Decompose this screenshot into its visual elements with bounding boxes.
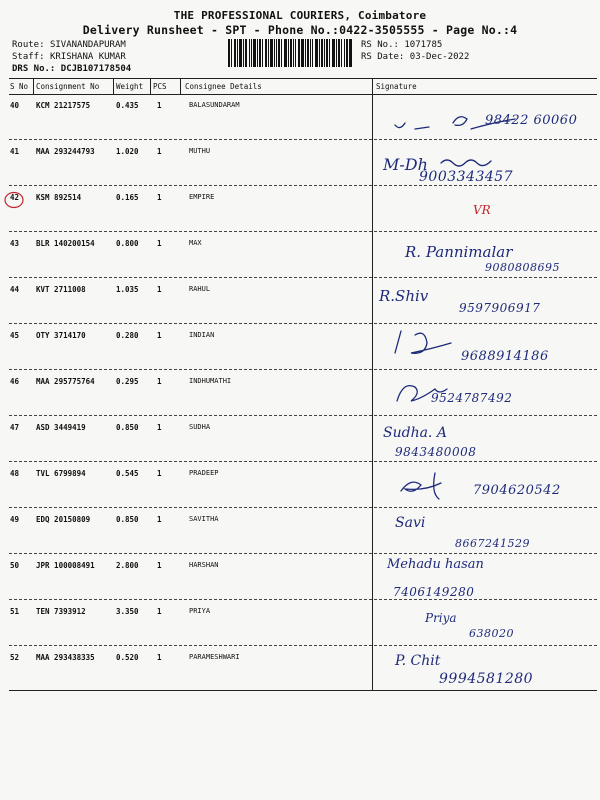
table-row xyxy=(0,325,600,371)
row-consignment: MAA 293244793 xyxy=(36,147,95,156)
row-consignment: KVT 2711008 xyxy=(36,285,86,294)
row-weight: 0.520 xyxy=(116,653,139,662)
row-consignment: JPR 100008491 xyxy=(36,561,95,570)
row-consignment: TEN 7393912 xyxy=(36,607,86,616)
table-row xyxy=(0,141,600,187)
row-consignment: EDQ 20150809 xyxy=(36,515,91,524)
signature-cell xyxy=(375,417,595,463)
row-sno: 51 xyxy=(10,607,20,616)
signature-phone: 9688914186 xyxy=(461,349,549,364)
row-weight: 0.165 xyxy=(116,193,139,202)
rs-date-line xyxy=(361,52,469,62)
signature-cell xyxy=(375,141,595,187)
signature-cell xyxy=(375,371,595,417)
signature-cell xyxy=(375,463,595,509)
staff-label: Staff: xyxy=(12,52,45,62)
signature-phone: 9003343457 xyxy=(419,169,514,185)
row-weight: 0.850 xyxy=(116,423,139,432)
signature-cell xyxy=(375,95,595,141)
signature-name: Savi xyxy=(395,515,426,531)
signature-name: R.Shiv xyxy=(379,287,429,305)
signature-name: Priya xyxy=(425,611,457,625)
row-pcs: 1 xyxy=(157,331,162,340)
row-sno: 42 xyxy=(10,193,20,202)
row-separator xyxy=(9,599,597,600)
row-consignee: PARAMESHWARI xyxy=(189,653,240,661)
route-label: Route: xyxy=(12,40,45,50)
rs-no-label: RS No.: xyxy=(361,40,399,50)
signature-cell xyxy=(375,279,595,325)
table-row xyxy=(0,417,600,463)
row-pcs: 1 xyxy=(157,101,162,110)
row-separator xyxy=(9,231,597,232)
signature-phone: 8667241529 xyxy=(455,537,530,550)
col-divider xyxy=(150,78,151,95)
signature-phone: 9994581280 xyxy=(439,671,534,687)
row-weight: 0.800 xyxy=(116,239,139,248)
route-value: SIVANANDAPURAM xyxy=(49,40,126,50)
signature-phone: 7406149280 xyxy=(393,585,475,599)
row-weight: 1.035 xyxy=(116,285,139,294)
row-sno: 43 xyxy=(10,239,20,248)
row-consignee: MUTHU xyxy=(189,147,211,155)
signature-name: VR xyxy=(473,203,491,217)
row-consignee: BALASUNDARAM xyxy=(189,101,240,109)
signature-cell xyxy=(375,233,595,279)
rs-no-line xyxy=(361,40,442,50)
row-weight: 2.800 xyxy=(116,561,139,570)
row-separator xyxy=(9,415,597,416)
row-sno: 50 xyxy=(10,561,20,570)
row-sno: 44 xyxy=(10,285,20,294)
row-pcs: 1 xyxy=(157,147,162,156)
row-separator xyxy=(9,369,597,370)
signature-cell xyxy=(375,325,595,371)
rs-date-label: RS Date: xyxy=(361,52,405,62)
signature-phone: 9843480008 xyxy=(395,445,477,459)
signature-phone: 7904620542 xyxy=(473,483,561,498)
signature-phone: 9080808695 xyxy=(485,261,560,274)
col-header-weight: Weight xyxy=(116,82,144,91)
signature-cell xyxy=(375,601,595,647)
table-row xyxy=(0,463,600,509)
row-consignee: INDHUMATHI xyxy=(189,377,232,385)
row-consignment: KCM 21217575 xyxy=(36,101,91,110)
row-sno: 40 xyxy=(10,101,20,110)
row-pcs: 1 xyxy=(157,515,162,524)
row-separator xyxy=(9,323,597,324)
row-consignee: HARSHAN xyxy=(189,561,219,569)
table-row xyxy=(0,95,600,141)
col-header-details: Consignee Details xyxy=(185,82,262,91)
row-consignee: EMPIRE xyxy=(189,193,215,201)
row-pcs: 1 xyxy=(157,377,162,386)
row-separator xyxy=(9,553,597,554)
row-consignee: RAHUL xyxy=(189,285,211,293)
row-pcs: 1 xyxy=(157,239,162,248)
row-sno: 45 xyxy=(10,331,20,340)
row-weight: 0.435 xyxy=(116,101,139,110)
col-divider xyxy=(113,78,114,95)
signature-phone: 9597906917 xyxy=(459,301,541,315)
signature-cell xyxy=(375,187,595,233)
row-weight: 0.545 xyxy=(116,469,139,478)
signature-name: Mehadu hasan xyxy=(387,557,484,572)
signature-cell xyxy=(375,647,595,693)
row-pcs: 1 xyxy=(157,469,162,478)
signature-phone: 638020 xyxy=(469,627,514,640)
row-pcs: 1 xyxy=(157,423,162,432)
row-weight: 0.280 xyxy=(116,331,139,340)
runsheet-subtitle: Delivery Runsheet - SPT - Phone No.:0422-3505555 - Page No.:4 xyxy=(82,23,518,37)
table-top-border xyxy=(9,78,597,79)
table-row xyxy=(0,647,600,693)
row-pcs: 1 xyxy=(157,285,162,294)
signature-name: R. Pannimalar xyxy=(405,243,513,261)
barcode-image xyxy=(228,39,352,67)
row-weight: 0.850 xyxy=(116,515,139,524)
table-row xyxy=(0,233,600,279)
signature-cell xyxy=(375,555,595,601)
signature-name: M-Dh xyxy=(383,155,428,174)
row-consignment: KSM 892514 xyxy=(36,193,82,202)
table-row xyxy=(0,601,600,647)
rs-date-value: 03-Dec-2022 xyxy=(409,52,470,62)
row-sno: 52 xyxy=(10,653,20,662)
signature-cell xyxy=(375,509,595,555)
staff-line xyxy=(12,52,126,62)
drs-value: DCJB107178504 xyxy=(60,64,132,74)
row-sno: 49 xyxy=(10,515,20,524)
signature-name: P. Chit xyxy=(395,653,441,669)
row-pcs: 1 xyxy=(157,607,162,616)
row-sno: 47 xyxy=(10,423,20,432)
col-header-consignment: Consignment No xyxy=(36,82,100,91)
row-sno: 46 xyxy=(10,377,20,386)
row-pcs: 1 xyxy=(157,193,162,202)
row-consignee: PRIYA xyxy=(189,607,211,615)
row-consignee: INDIAN xyxy=(189,331,215,339)
signature-phone: 98422 60060 xyxy=(485,113,578,128)
col-header-signature: Signature xyxy=(376,82,417,91)
signature-name: Sudha. A xyxy=(383,425,447,441)
col-header-sno: S No xyxy=(10,82,29,91)
rs-no-value: 1071785 xyxy=(404,40,443,50)
col-divider xyxy=(180,78,181,95)
row-consignee: MAX xyxy=(189,239,202,247)
table-row xyxy=(0,555,600,601)
company-title: THE PROFESSIONAL COURIERS, Coimbatore xyxy=(173,9,427,22)
row-separator xyxy=(9,461,597,462)
row-weight: 0.295 xyxy=(116,377,139,386)
table-row xyxy=(0,509,600,555)
signature-scribble xyxy=(375,325,595,371)
table-row xyxy=(0,371,600,417)
row-weight: 1.020 xyxy=(116,147,139,156)
row-separator xyxy=(9,185,597,186)
row-separator xyxy=(9,645,597,646)
col-divider xyxy=(33,78,34,95)
row-consignment: BLR 140200154 xyxy=(36,239,95,248)
row-pcs: 1 xyxy=(157,561,162,570)
row-separator xyxy=(9,507,597,508)
row-consignee: PRADEEP xyxy=(189,469,219,477)
row-consignee: SAVITHA xyxy=(189,515,219,523)
drs-label: DRS No.: xyxy=(12,64,56,74)
row-consignment: OTY 3714170 xyxy=(36,331,86,340)
table-row xyxy=(0,279,600,325)
row-consignment: TVL 6799894 xyxy=(36,469,86,478)
row-consignment: MAA 293438335 xyxy=(36,653,95,662)
row-weight: 3.350 xyxy=(116,607,139,616)
route-line xyxy=(12,40,126,50)
row-sno: 41 xyxy=(10,147,20,156)
signature-phone: 9524787492 xyxy=(431,391,513,405)
row-consignment: ASD 3449419 xyxy=(36,423,86,432)
col-header-pcs: PCS xyxy=(153,82,167,91)
row-sno: 48 xyxy=(10,469,20,478)
row-consignment: MAA 295775764 xyxy=(36,377,95,386)
row-separator xyxy=(9,277,597,278)
table-row xyxy=(0,187,600,233)
row-separator xyxy=(9,139,597,140)
row-consignee: SUDHA xyxy=(189,423,211,431)
drs-line xyxy=(12,64,131,74)
staff-value: KRISHANA KUMAR xyxy=(49,52,126,62)
row-pcs: 1 xyxy=(157,653,162,662)
